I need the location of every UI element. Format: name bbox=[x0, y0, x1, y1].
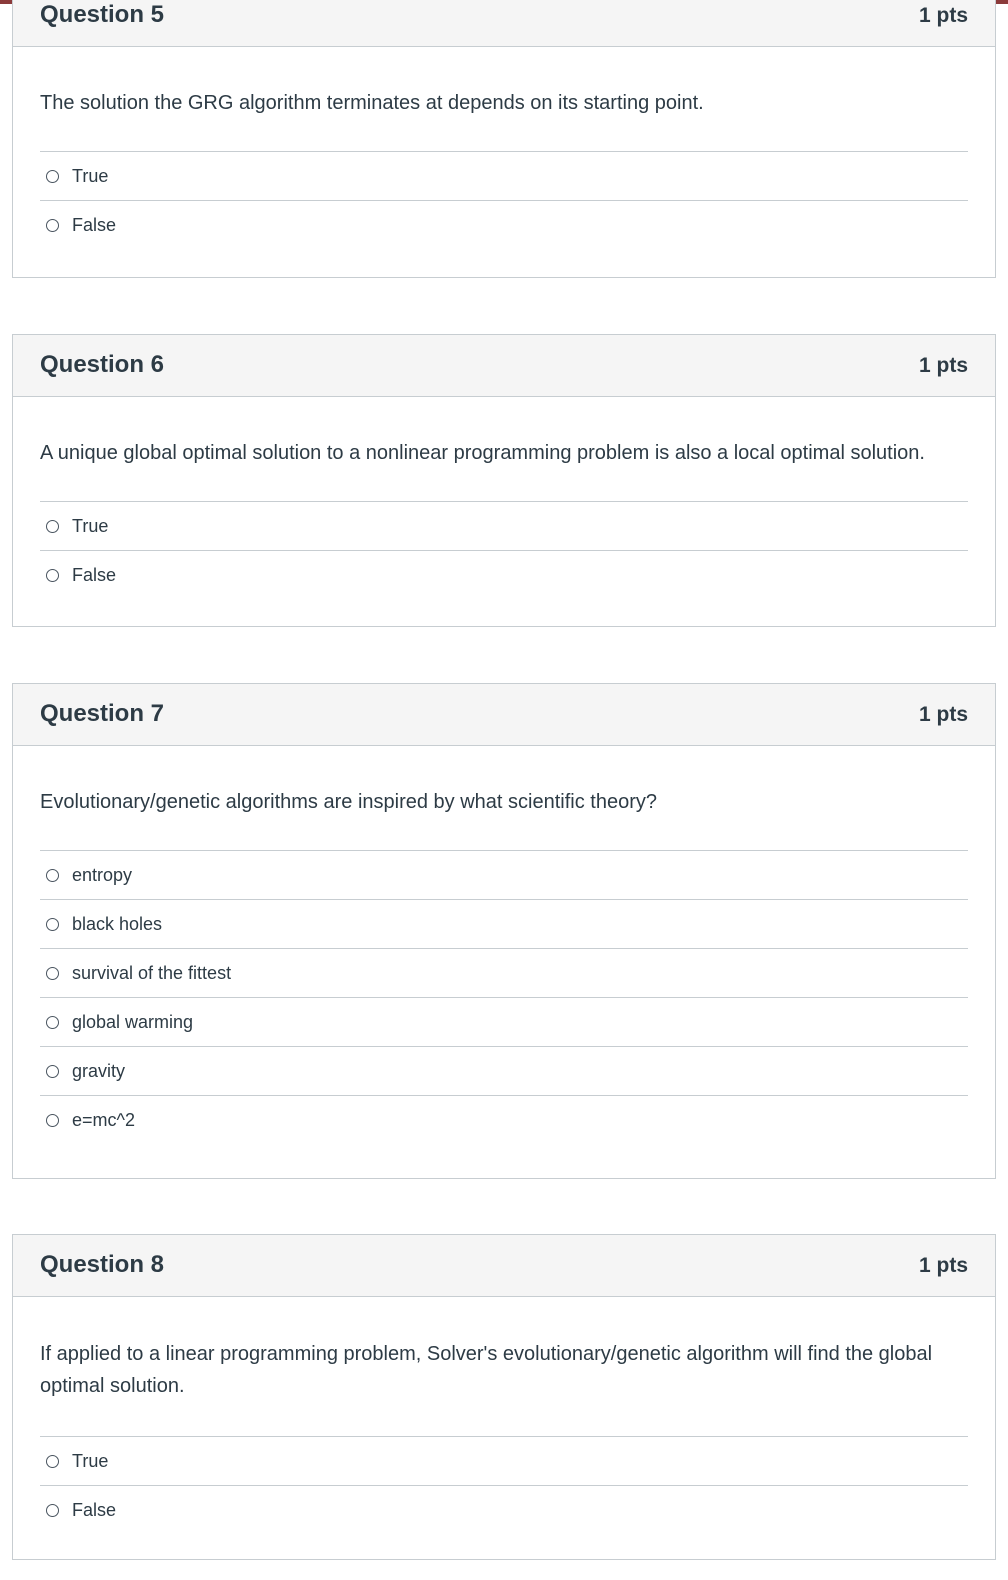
question-points: 1 pts bbox=[918, 703, 968, 726]
answer-label[interactable]: entropy bbox=[72, 864, 133, 885]
answer-list bbox=[40, 850, 968, 1145]
answer-label[interactable]: e=mc^2 bbox=[72, 1110, 135, 1130]
answer-label[interactable]: True bbox=[72, 165, 109, 186]
radio-button[interactable] bbox=[46, 1065, 59, 1078]
answer-label[interactable]: False bbox=[72, 215, 117, 235]
answer-label[interactable]: global warming bbox=[72, 1011, 194, 1032]
question-title: Question 6 bbox=[40, 351, 165, 378]
answer-list bbox=[40, 501, 968, 600]
question-header bbox=[13, 335, 995, 397]
answer-option[interactable] bbox=[40, 1047, 968, 1096]
question-text: A unique global optimal solution to a nonlinear programming problem is also a local optimal solution. bbox=[40, 442, 925, 464]
radio-button[interactable] bbox=[46, 967, 59, 980]
question-text: The solution the GRG algorithm terminates at depends on its starting point. bbox=[40, 92, 704, 114]
radio-button[interactable] bbox=[46, 869, 59, 882]
answer-option[interactable] bbox=[40, 551, 968, 600]
answer-option[interactable] bbox=[40, 949, 968, 998]
radio-button[interactable] bbox=[46, 1504, 59, 1517]
question-points: 1 pts bbox=[918, 4, 968, 27]
radio-button[interactable] bbox=[46, 170, 59, 183]
answer-option[interactable] bbox=[40, 998, 968, 1047]
answer-label[interactable]: black holes bbox=[72, 913, 163, 934]
radio-button[interactable] bbox=[46, 219, 59, 232]
answer-label[interactable]: False bbox=[72, 1500, 117, 1520]
question-title: Question 5 bbox=[40, 1, 165, 28]
answer-label[interactable]: True bbox=[72, 1450, 109, 1471]
answer-option[interactable] bbox=[40, 502, 968, 551]
radio-button[interactable] bbox=[46, 1016, 59, 1029]
question-8 bbox=[12, 1234, 996, 1560]
answer-option[interactable] bbox=[40, 201, 968, 250]
answer-label[interactable]: gravity bbox=[72, 1060, 126, 1081]
question-7 bbox=[12, 683, 996, 1179]
answer-list bbox=[40, 1436, 968, 1535]
answer-label[interactable]: survival of the fittest bbox=[72, 962, 232, 983]
question-header bbox=[13, 1235, 995, 1297]
question-points: 1 pts bbox=[918, 354, 968, 377]
answer-option[interactable] bbox=[40, 900, 968, 949]
question-title: Question 8 bbox=[40, 1251, 165, 1278]
question-title: Question 7 bbox=[40, 700, 165, 727]
answer-option[interactable] bbox=[40, 1486, 968, 1535]
answer-list bbox=[40, 151, 968, 250]
radio-button[interactable] bbox=[46, 918, 59, 931]
answer-option[interactable] bbox=[40, 152, 968, 201]
question-text: Evolutionary/genetic algorithms are inspired by what scientific theory? bbox=[40, 791, 657, 813]
radio-button[interactable] bbox=[46, 1114, 59, 1127]
question-points: 1 pts bbox=[918, 1254, 968, 1277]
radio-button[interactable] bbox=[46, 520, 59, 533]
answer-label[interactable]: False bbox=[72, 565, 117, 585]
question-header bbox=[13, 684, 995, 746]
question-header bbox=[13, 0, 995, 47]
answer-option[interactable] bbox=[40, 1437, 968, 1486]
question-6 bbox=[12, 334, 996, 627]
answer-label[interactable]: True bbox=[72, 515, 109, 536]
radio-button[interactable] bbox=[46, 1455, 59, 1468]
answer-option[interactable] bbox=[40, 851, 968, 900]
answer-option[interactable] bbox=[40, 1096, 968, 1145]
question-text: If applied to a linear programming problem, Solver's evolutionary/genetic algorithm will find the global optimal solution. bbox=[40, 1343, 933, 1397]
question-5 bbox=[12, 0, 996, 278]
radio-button[interactable] bbox=[46, 569, 59, 582]
